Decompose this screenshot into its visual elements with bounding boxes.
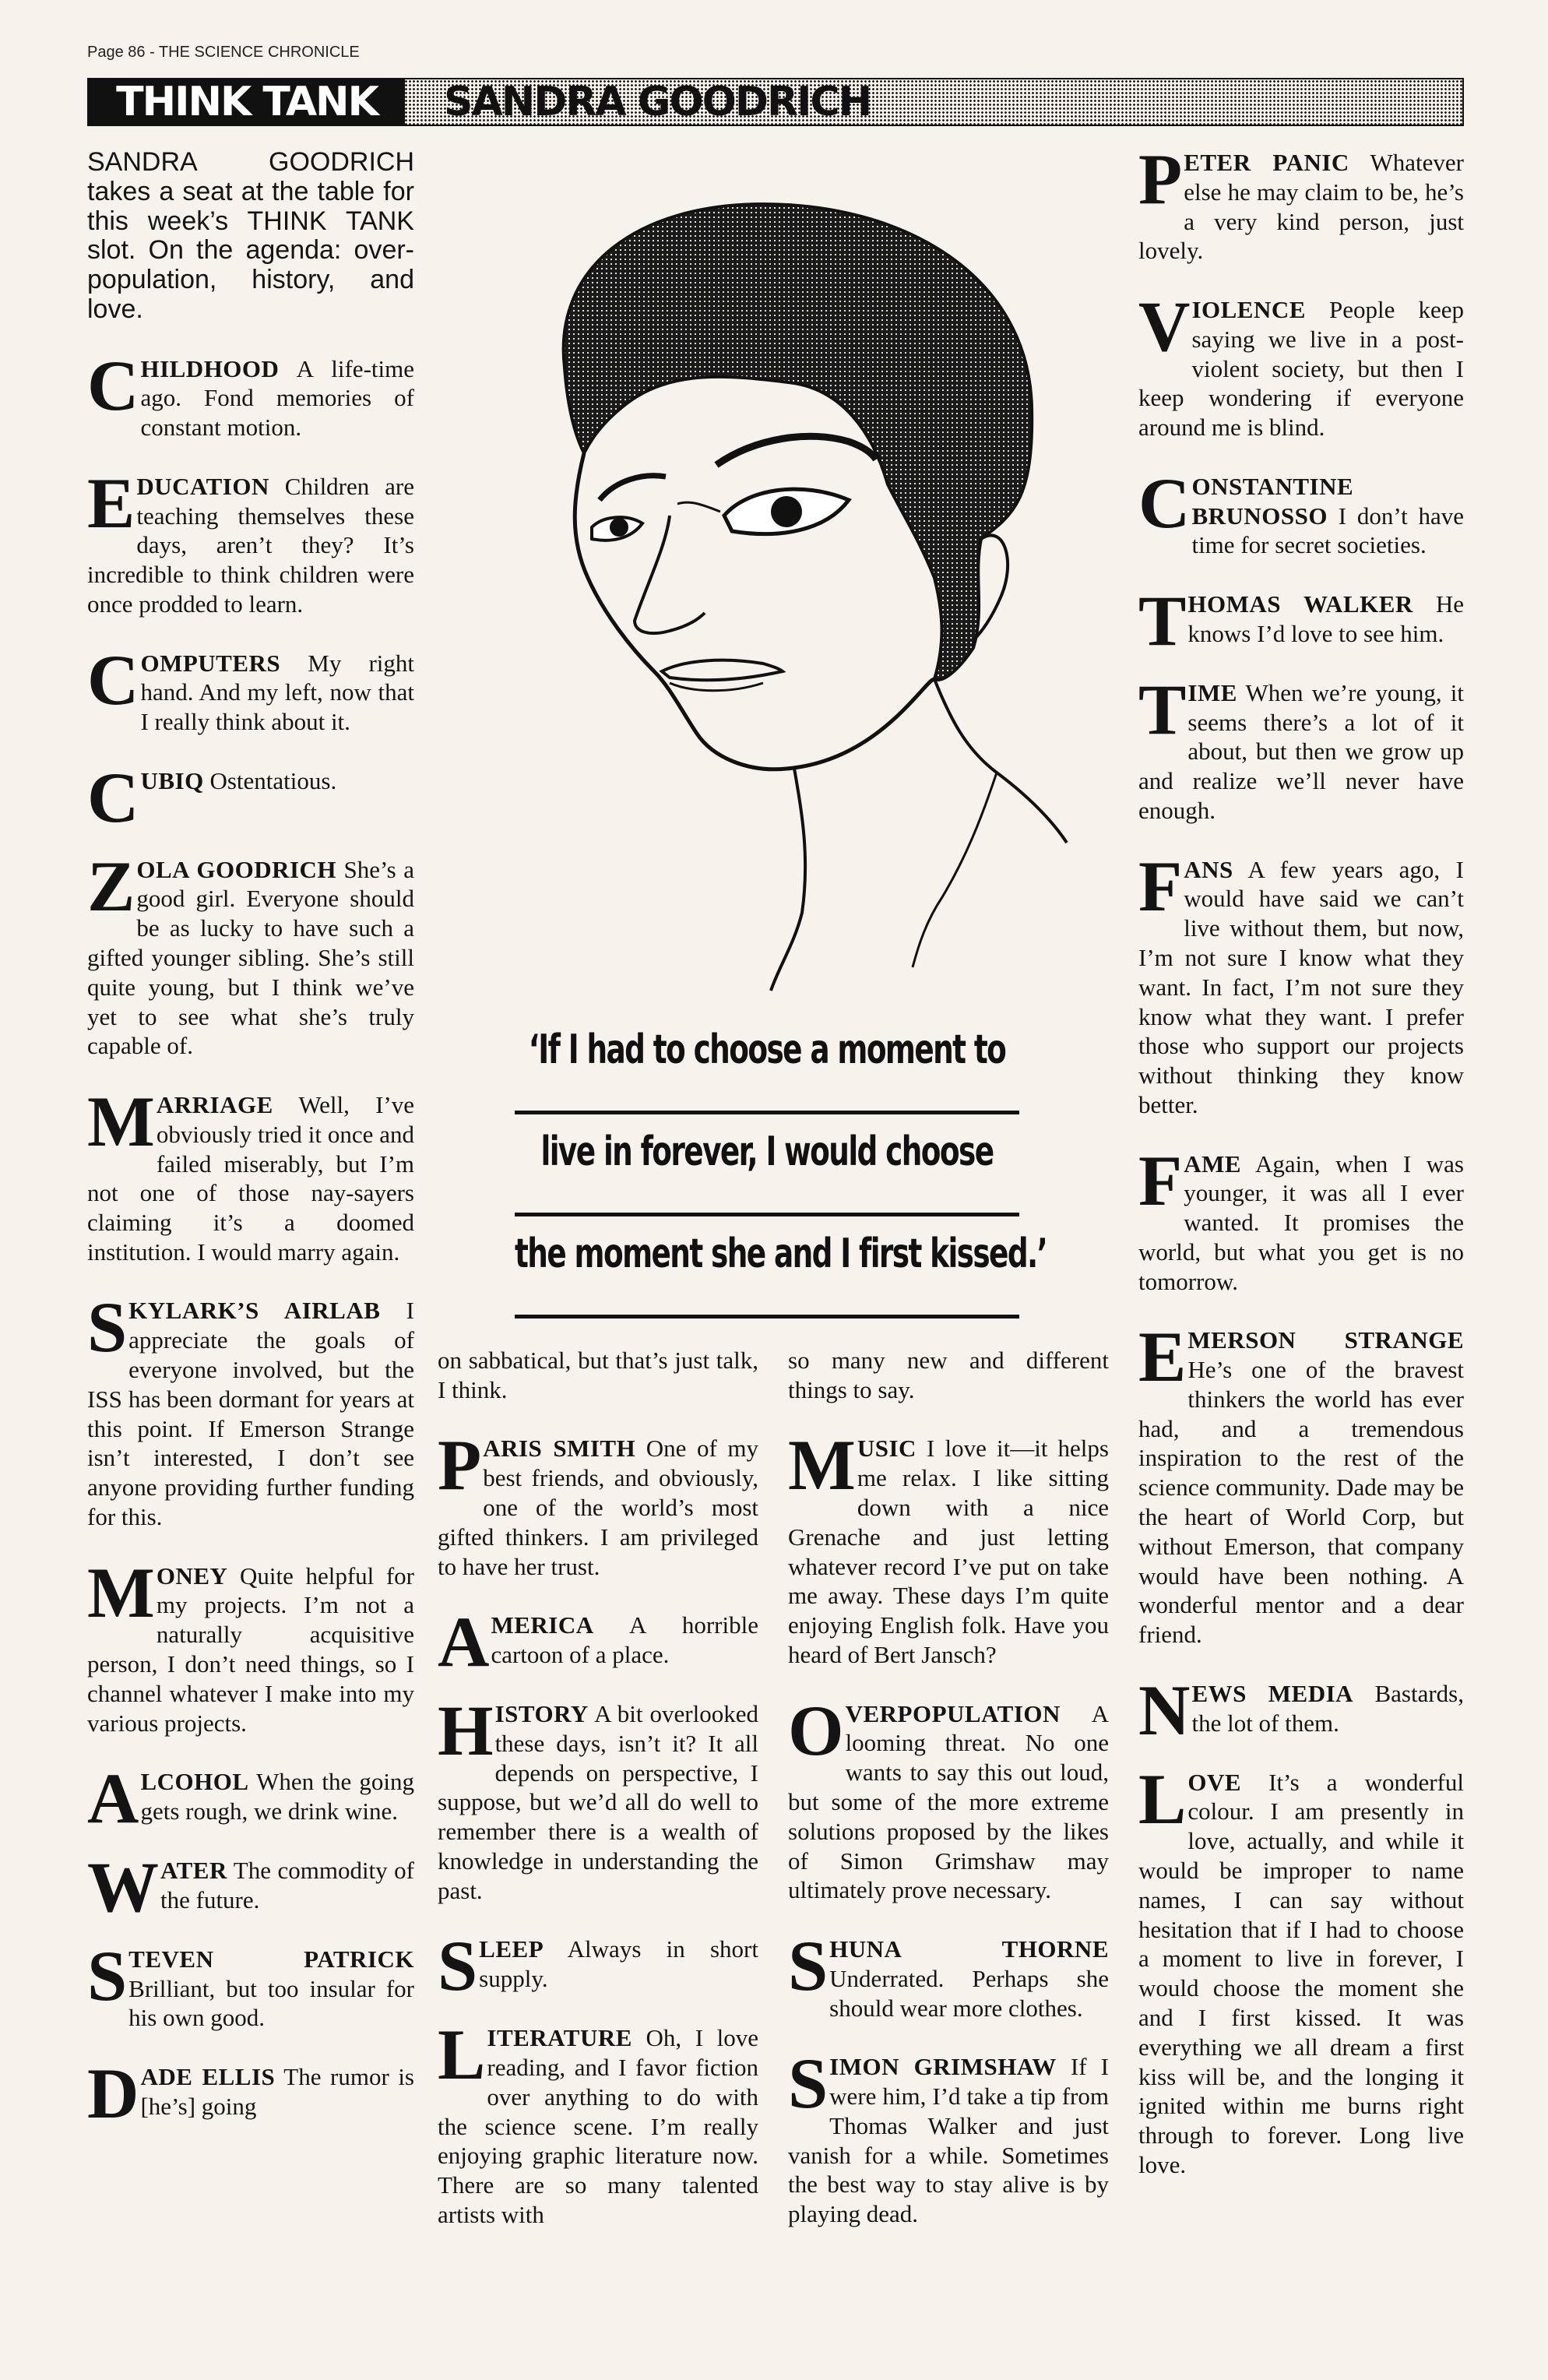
entry-keyword: MERICA [491, 1611, 594, 1639]
entry-keyword: UBIQ [140, 766, 204, 794]
entry-text: A life-time ago. Fond memories of constant motion. [140, 354, 414, 442]
entry-keyword: OVE [1187, 1768, 1242, 1796]
entry-keyword: AME [1184, 1150, 1242, 1178]
entry-keyword: ETER PANIC [1184, 149, 1349, 176]
entry-text: A horrible cartoon of a place. [491, 1611, 758, 1668]
drop-cap: S [788, 2044, 829, 2124]
entry-text: I love it—it helps me relax. I like sitting down with a nice Grenache and just letting whatever record I’ve put on take me away. These days I’m quite enjoying English folk. Have you heard of Bert Jansch? [788, 1435, 1109, 1668]
intro-paragraph: SANDRA GOODRICH takes a seat at the table for this week’s THINK TANK slot. On the agenda: over-population, history, and love. [87, 147, 414, 324]
hair-shape [564, 204, 1033, 680]
drop-cap: F [1138, 1140, 1183, 1220]
entry-text: Quite helpful for my projects. I’m not a naturally acquisitive person, I don’t need things, so I channel whatever I make into my various projects. [87, 1561, 414, 1737]
entry-keyword: HUNA THORNE [829, 1935, 1109, 1963]
pull-quote-line-3: the moment she and I first kissed.’ [515, 1216, 1019, 1319]
drop-cap: C [87, 639, 139, 720]
drop-cap: C [1138, 463, 1191, 543]
drop-cap: W [87, 1847, 159, 1928]
pull-quote-line-1: ‘If I had to choose a moment to [515, 1012, 1019, 1114]
glossary-entry [1138, 286, 1464, 442]
entry-text: When the going gets rough, we drink wine. [140, 1768, 414, 1825]
entry-text: A few years ago, I would have said we can’t live without them, but now, I’m not sure I know what they want. In fact, I’m not sure they know what they want. I prefer those who support our projects without thinking they know better. [1138, 855, 1464, 1118]
entry-keyword: LCOHOL [140, 1768, 249, 1796]
entry-keyword: USIC [857, 1435, 916, 1463]
entry-text: She’s a good girl. Everyone should be as lucky to have such a gifted younger sibling. She’s still quite young, but I think we’ve yet to see what she’s truly capable of. [87, 855, 414, 1060]
entry-text: The rumor is [he’s] going [140, 2063, 414, 2120]
entry-text: Well, I’ve obviously tried it once and failed miserably, but I’m not one of those nay-sayers claiming it’s a doomed institution. I would marry again. [87, 1090, 414, 1266]
glossary-entry [1138, 1670, 1464, 1750]
glossary-entry [87, 2054, 414, 2134]
glossary-entry [87, 757, 414, 837]
drop-cap: V [1138, 286, 1191, 366]
entry-keyword: ONSTANTINE BRUNOSSO [1191, 472, 1354, 530]
drop-cap: M [87, 1552, 155, 1632]
glossary-entry [438, 1346, 758, 1405]
glossary-entry [1138, 1317, 1464, 1649]
entry-keyword: ARIS SMITH [483, 1435, 636, 1463]
entry-text: He’s one of the bravest thinkers the world has ever had, and a tremendous inspiration to the rest of the science community. Dade may be the heart of World Corp, but without Emerson, that company would have been nothing. A wonderful mentor and a dear friend. [1138, 1356, 1464, 1649]
entry-keyword: IME [1187, 678, 1237, 706]
glossary-entry [87, 1847, 414, 1928]
glossary-entry [87, 1552, 414, 1738]
entry-keyword: KYLARK’S AIRLAB [128, 1297, 381, 1325]
neck-line [934, 679, 1067, 843]
entry-keyword: ITERATURE [487, 2024, 632, 2052]
entry-keyword: OMPUTERS [140, 649, 281, 677]
glossary-entry [87, 639, 414, 737]
drop-cap: L [438, 2015, 486, 2095]
drop-cap: C [87, 345, 139, 425]
glossary-entry [788, 2044, 1109, 2229]
drop-cap: A [438, 1602, 490, 1682]
entry-text: so many new and different things to say. [788, 1347, 1109, 1403]
glossary-entry [87, 846, 414, 1061]
entry-keyword: ARRIAGE [156, 1090, 273, 1118]
glossary-entry [1138, 139, 1464, 266]
interviewee-name: SANDRA GOODRICH [444, 79, 871, 125]
pull-quote [452, 1012, 1082, 1319]
drop-cap: D [87, 2054, 139, 2134]
drop-cap: N [1138, 1670, 1191, 1750]
entry-text: I appreciate the goals of everyone involved, but the ISS has been dormant for years at this point. If Emerson Strange isn’t interested, I don’t see anyone providing further funding for this. [87, 1297, 414, 1531]
drop-cap: S [87, 1935, 128, 2016]
drop-cap: M [788, 1425, 856, 1505]
drop-cap: P [438, 1425, 482, 1505]
drop-cap: E [87, 463, 135, 543]
entry-keyword: HOMAS WALKER [1187, 590, 1413, 618]
glossary-entry [87, 1081, 414, 1267]
entry-text: Brilliant, but too insular for his own good. [128, 1974, 414, 2032]
entry-keyword: TEVEN PATRICK [128, 1945, 414, 1973]
drop-cap: S [788, 1925, 829, 2005]
entry-text: Children are teaching themselves these days, aren’t they? It’s incredible to think children were once prodded to learn. [87, 472, 414, 618]
entry-text: It’s a wonderful colour. I am presently in love, actually, and while it would be improper to name names, I can say without hesitation that if I had to choose a moment to live in forever, I would choose the moment she and I first kissed. It was everything we all dream a first kiss will be, and the longing it ignited within me burns right through to forever. Long live love. [1138, 1768, 1464, 2178]
entry-text: One of my best friends, and obviously, one of the world’s most gifted thinkers. I am privileged to have her trust. [438, 1435, 758, 1580]
drop-cap: H [438, 1690, 494, 1770]
entry-keyword: ISTORY [494, 1699, 589, 1727]
entry-text: Oh, I love reading, and I favor fiction over anything to do with the science scene. I’m really enjoying graphic literature now. There are so many talented artists with [438, 2024, 758, 2228]
glossary-entry [438, 1690, 758, 1906]
glossary-entry [438, 2015, 758, 2230]
pull-quote-line-2: live in forever, I would choose [515, 1114, 1019, 1216]
entry-keyword: MERSON STRANGE [1187, 1326, 1464, 1354]
nose [635, 516, 705, 633]
left-brow [600, 476, 666, 500]
mouth [662, 660, 783, 681]
entry-text: When we’re young, it seems there’s a lot of it about, but then we grow up and realize we’ll never have enough. [1138, 678, 1464, 824]
entry-text: Ostentatious. [203, 766, 337, 794]
entry-text: Again, when I was younger, it was all I ever wanted. It promises the world, but what you get is no tomorrow. [1138, 1150, 1464, 1295]
entry-keyword: ONEY [156, 1561, 228, 1590]
glossary-entry [1138, 463, 1464, 560]
entry-keyword: IMON GRIMSHAW [829, 2053, 1057, 2081]
entry-text: Underrated. Perhaps she should wear more clothes. [829, 1964, 1109, 2022]
glossary-entry [87, 345, 414, 442]
glossary-entry [1138, 580, 1464, 660]
entry-text: A bit overlooked these days, isn’t it? It all depends on perspective, I suppose, but we’d all do well to remember there is a wealth of knowledge in understanding the past. [438, 1699, 758, 1904]
drop-cap: C [87, 757, 139, 837]
drop-cap: Z [87, 846, 135, 926]
entry-text: The commodity of the future. [160, 1857, 414, 1914]
drop-cap: S [87, 1287, 128, 1368]
entry-keyword: IOLENCE [1191, 295, 1306, 323]
drop-cap: T [1138, 580, 1187, 660]
drop-cap: E [1138, 1317, 1187, 1397]
glossary-entry [438, 1926, 758, 2006]
entry-keyword: DUCATION [136, 472, 269, 500]
glossary-entry [788, 1346, 1109, 1405]
drop-cap: A [87, 1759, 139, 1839]
drop-cap: L [1138, 1759, 1187, 1839]
glossary-entry [87, 1935, 414, 2033]
glossary-entry [87, 463, 414, 619]
drop-cap: T [1138, 669, 1187, 749]
glossary-entry [788, 1690, 1109, 1906]
entry-keyword: EWS MEDIA [1191, 1679, 1354, 1707]
entry-keyword: HILDHOOD [140, 354, 280, 382]
entry-text: If I were him, I’d take a tip from Thomas Walker and just vanish for a while. Sometimes the best way to stay alive is by playing dead. [788, 2053, 1109, 2228]
drop-cap: P [1138, 139, 1183, 219]
glossary-entry [788, 1925, 1109, 2023]
entry-keyword: ANS [1184, 855, 1233, 883]
glossary-entry [438, 1602, 758, 1682]
drop-cap: F [1138, 846, 1183, 926]
glossary-entry [1138, 1759, 1464, 2180]
entry-text: A looming threat. No one wants to say this out loud, but some of the more extreme solutions proposed by the likes of Simon Grimshaw may ultimately prove necessary. [788, 1699, 1109, 1904]
entry-text: Whatever else he may claim to be, he’s a very kind person, just lovely. [1138, 149, 1464, 265]
glossary-entry [788, 1425, 1109, 1669]
entry-text: He knows I’d love to see him. [1187, 590, 1464, 647]
glossary-entry [87, 1287, 414, 1531]
section-tag: THINK TANK [89, 79, 405, 125]
title-bar [87, 78, 1464, 126]
glossary-entry [87, 1759, 414, 1839]
glossary-entry [1138, 669, 1464, 826]
entry-keyword: OLA GOODRICH [136, 855, 337, 883]
entry-text: People keep saying we live in a post-violent society, but then I keep wondering if everyone around me is blind. [1138, 295, 1464, 442]
entry-keyword: VERPOPULATION [845, 1699, 1061, 1727]
column-3 [788, 1346, 1109, 2259]
glossary-entry [1138, 846, 1464, 1120]
entry-keyword: LEEP [479, 1935, 544, 1963]
entry-text: Always in short supply. [479, 1935, 758, 1993]
entry-keyword: ADE ELLIS [140, 2063, 276, 2091]
glossary-entry [438, 1425, 758, 1581]
column-4 [1138, 139, 1464, 2209]
portrait-illustration [436, 173, 1114, 1006]
entry-text: My right hand. And my left, now that I really think about it. [140, 649, 414, 736]
entry-text: I don’t have time for secret societies. [1191, 502, 1464, 559]
drop-cap: O [788, 1690, 844, 1770]
entry-keyword: ATER [160, 1857, 227, 1885]
page-header: Page 86 - THE SCIENCE CHRONICLE [87, 44, 360, 61]
right-brow [716, 436, 876, 465]
column-1 [87, 148, 414, 2151]
column-2 [438, 1346, 758, 2259]
glossary-entry [1138, 1140, 1464, 1297]
drop-cap: M [87, 1081, 155, 1161]
entry-text: on sabbatical, but that’s just talk, I think. [438, 1347, 758, 1403]
entry-text: Bastards, the lot of them. [1191, 1679, 1464, 1737]
drop-cap: S [438, 1926, 478, 2006]
